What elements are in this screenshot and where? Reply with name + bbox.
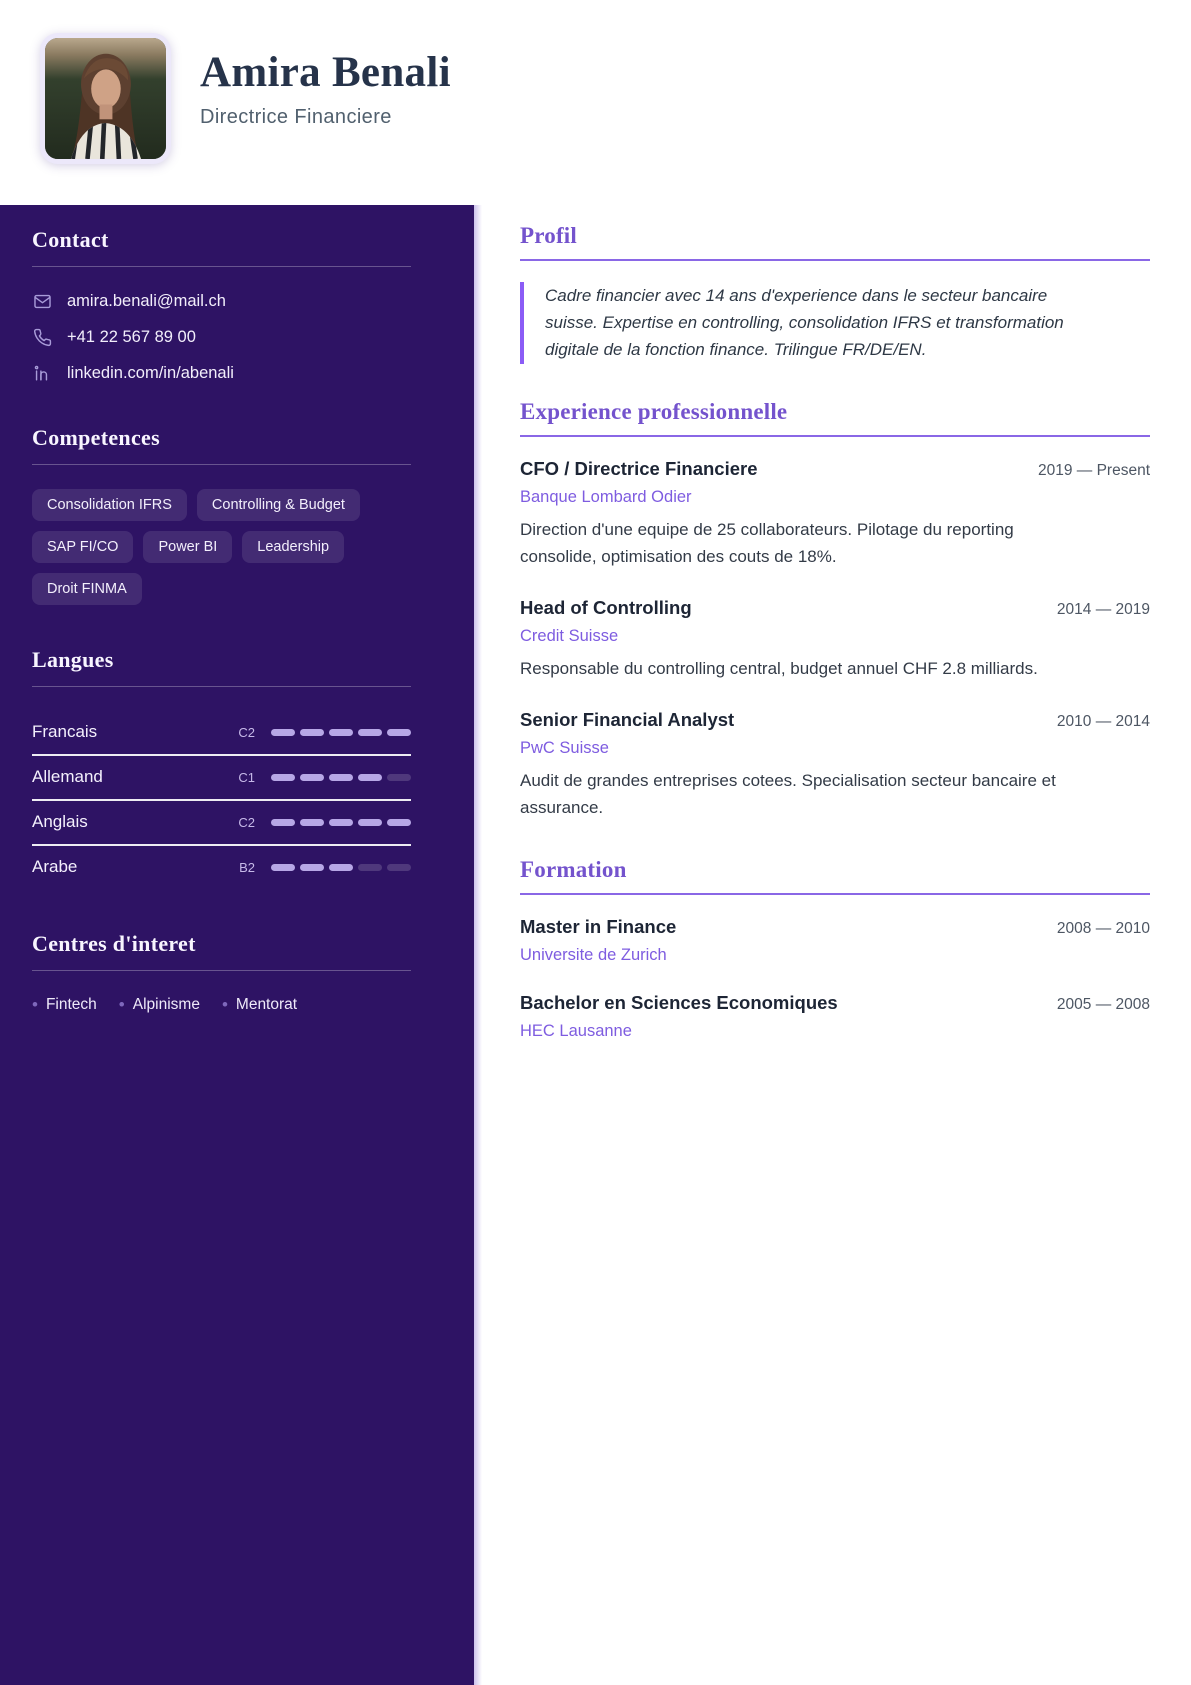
job-title: CFO / Directrice Financiere	[520, 457, 758, 479]
language-level-segment	[358, 774, 382, 781]
interest-label: Fintech	[45, 996, 97, 1013]
langues-heading: Langues	[32, 647, 114, 672]
language-row	[32, 756, 411, 801]
education-dates: 2008 — 2010	[1056, 919, 1150, 937]
job-description: Responsable du controlling central, budget annuel CHF 2.8 milliards.	[520, 658, 1038, 678]
language-level-segment	[358, 819, 382, 826]
section-divider	[32, 266, 411, 267]
contact-item-phone	[32, 327, 411, 347]
sidebar	[0, 205, 474, 1685]
language-level-segment	[271, 729, 295, 736]
contact-item-linkedin	[32, 363, 411, 383]
interests-heading: Centres d'interet	[32, 931, 196, 956]
language-meter	[271, 729, 411, 736]
language-level-segment	[329, 819, 353, 826]
section-divider	[32, 970, 411, 971]
main-content	[482, 205, 1191, 1076]
education-entry	[520, 916, 1150, 965]
school-name: Universite de Zurich	[520, 945, 667, 964]
education-entry	[520, 992, 1150, 1041]
interest-item	[32, 995, 97, 1015]
profil-section	[520, 223, 1150, 364]
job-title: Head of Controlling	[520, 596, 692, 618]
interest-label: Mentorat	[235, 996, 298, 1013]
bullet-dot: •	[32, 995, 38, 1014]
job-title: Senior Financial Analyst	[520, 709, 735, 731]
job-entry	[520, 458, 1150, 570]
job-dates: 2019 — Present	[1037, 461, 1150, 479]
sidebar-edge-shadow	[474, 205, 482, 1685]
experience-heading: Experience professionnelle	[520, 398, 788, 424]
language-level-segment	[358, 864, 382, 871]
heading-underline	[520, 893, 1150, 895]
language-level-segment	[387, 819, 411, 826]
job-header	[520, 709, 1150, 731]
contact-linkedin-text: linkedin.com/in/abenali	[67, 363, 234, 382]
language-meter	[271, 819, 411, 826]
heading-underline	[520, 259, 1150, 261]
school-name: HEC Lausanne	[520, 1021, 632, 1040]
language-name: Anglais	[32, 812, 88, 831]
education-dates: 2005 — 2008	[1056, 995, 1150, 1013]
language-row	[32, 801, 411, 846]
language-meter	[271, 774, 411, 781]
language-level-segment	[387, 729, 411, 736]
language-level-segment	[271, 774, 295, 781]
interests-section	[32, 931, 411, 1015]
phone-icon	[32, 327, 52, 347]
language-row	[32, 846, 411, 889]
job-company: Banque Lombard Odier	[520, 487, 692, 506]
job-header	[520, 597, 1150, 619]
language-level-segment	[271, 864, 295, 871]
language-level-segment	[387, 864, 411, 871]
language-level-segment	[300, 774, 324, 781]
interest-list	[32, 995, 411, 1015]
language-level-segment	[271, 819, 295, 826]
profile-photo-illustration	[45, 38, 166, 159]
job-header	[520, 458, 1150, 480]
job-dates: 2014 — 2019	[1056, 600, 1150, 618]
education-header	[520, 916, 1150, 938]
skill-tag: Power BI	[143, 531, 232, 563]
job-dates: 2010 — 2014	[1056, 713, 1150, 731]
language-level-segment	[329, 864, 353, 871]
interest-item	[119, 995, 200, 1015]
header	[0, 0, 1191, 205]
competences-section	[32, 425, 411, 605]
profil-heading: Profil	[520, 223, 577, 248]
skill-tag: Controlling & Budget	[197, 489, 360, 521]
language-level-segment	[300, 729, 324, 736]
skill-tag: Droit FINMA	[32, 573, 142, 605]
contact-item-email	[32, 291, 411, 311]
language-level-segment	[329, 729, 353, 736]
language-level-segment	[329, 774, 353, 781]
language-level-segment	[300, 819, 324, 826]
education-header	[520, 992, 1150, 1014]
job-description: Audit de grandes entreprises cotees. Specialisation secteur bancaire et assurance.	[520, 771, 1056, 818]
job-title-subtitle: Directrice Financiere	[200, 106, 392, 129]
job-company: Credit Suisse	[520, 626, 619, 645]
formation-heading: Formation	[520, 856, 627, 882]
experience-section	[520, 399, 1150, 822]
page-title-name: Amira Benali	[200, 49, 451, 96]
language-level-segment	[387, 774, 411, 781]
header-text	[200, 50, 451, 129]
language-meter	[271, 864, 411, 871]
section-divider	[32, 464, 411, 465]
profile-photo	[40, 33, 171, 164]
contact-heading: Contact	[32, 227, 109, 252]
interest-label: Alpinisme	[132, 996, 200, 1013]
degree-title: Bachelor en Sciences Economiques	[520, 991, 838, 1013]
language-level: C2	[238, 814, 255, 830]
contact-section	[32, 227, 411, 383]
job-entry	[520, 597, 1150, 682]
contact-phone-text: +41 22 567 89 00	[67, 327, 196, 346]
bullet-dot: •	[118, 995, 125, 1014]
degree-title: Master in Finance	[520, 915, 677, 937]
language-level: C2	[238, 724, 255, 740]
language-name: Arabe	[32, 857, 78, 876]
job-description: Direction d'une equipe de 25 collaborateurs. Pilotage du reporting consolide, optimisation des couts de 18%.	[520, 519, 1014, 566]
contact-email-text: amira.benali@mail.ch	[67, 291, 226, 310]
language-name: Allemand	[32, 767, 103, 786]
job-entry	[520, 709, 1150, 821]
section-divider	[32, 686, 411, 687]
job-company: PwC Suisse	[520, 739, 609, 758]
envelope-icon	[32, 291, 52, 311]
langues-section	[32, 647, 411, 889]
interest-item	[222, 995, 297, 1015]
language-level-segment	[358, 729, 382, 736]
linkedin-icon	[32, 363, 52, 383]
skill-tags	[32, 489, 411, 605]
skill-tag: Leadership	[242, 531, 344, 563]
language-row	[32, 711, 411, 756]
profile-summary-quote: Cadre financier avec 14 ans d'experience dans le secteur bancaire suisse. Expertise en controlling, consolidation IFRS et transformation digitale de la fonction finance. Trilingue FR/DE/EN.	[520, 282, 1080, 364]
bullet-dot: •	[221, 995, 228, 1014]
skill-tag: SAP FI/CO	[32, 531, 133, 563]
language-level: C1	[238, 769, 255, 785]
language-level-segment	[300, 864, 324, 871]
competences-heading: Competences	[32, 425, 160, 450]
language-name: Francais	[32, 722, 98, 741]
language-level: B2	[239, 859, 255, 875]
formation-section	[520, 857, 1150, 1041]
skill-tag: Consolidation IFRS	[32, 489, 187, 521]
heading-underline	[520, 435, 1150, 437]
